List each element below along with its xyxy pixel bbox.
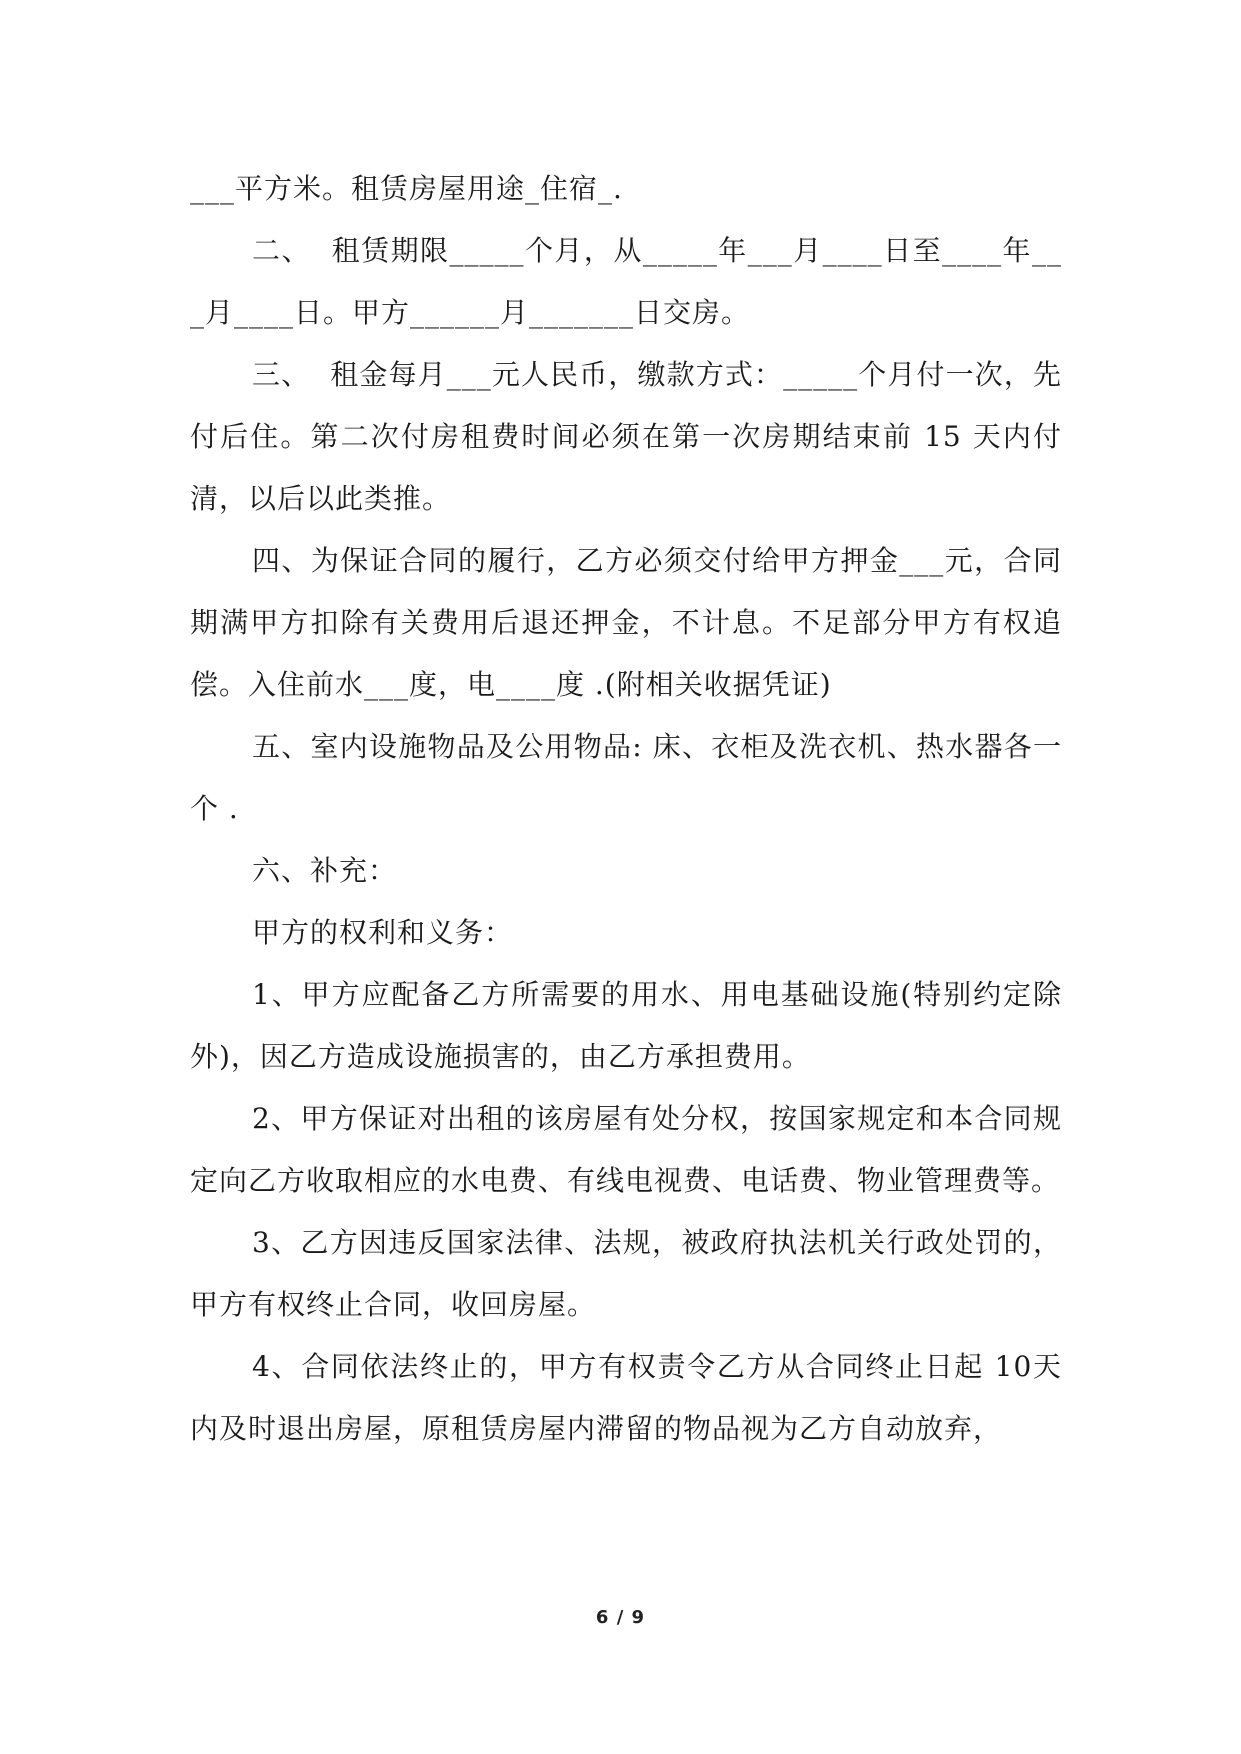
paragraph-clause-4: 4、合同依法终止的，甲方有权责令乙方从合同终止日起 10天内及时退出房屋，原租赁房屋内滞留的物品视为乙方自动放弃， (190, 1350, 1062, 1445)
page-number: 6 / 9 (595, 1607, 646, 1628)
paragraph-lease-term: 二、 租赁期限_____个月，从_____年___月____日至____年___月____日。甲方______月_______日交房。 (190, 234, 1062, 329)
document-body (190, 158, 1062, 1460)
paragraph-clause-3: 3、乙方因违反国家法律、法规，被政府执法机关行政处罚的，甲方有权终止合同，收回房屋。 (190, 1226, 1062, 1321)
paragraph-deposit: 四、为保证合同的履行，乙方必须交付给甲方押金___元，合同期满甲方扣除有关费用后退还押金，不计息。不足部分甲方有权追偿。入住前水___度，电____度 .(附相关收据凭证) (190, 544, 1062, 701)
paragraph-landlord-rights-heading: 甲方的权利和义务： (252, 916, 514, 949)
paragraph-supplement-heading: 六、补充： (252, 854, 398, 887)
paragraph-rent-payment: 三、 租金每月___元人民币，缴款方式：_____个月付一次，先付后住。第二次付房租费时间必须在第一次房期结束前 15 天内付清，以后以此类推。 (190, 358, 1062, 515)
paragraph-clause-2: 2、甲方保证对出租的该房屋有处分权，按国家规定和本合同规定向乙方收取相应的水电费、有线电视费、电话费、物业管理费等。 (190, 1102, 1062, 1197)
paragraph-facilities: 五、室内设施物品及公用物品: 床、衣柜及洗衣机、热水器各一个 . (190, 730, 1062, 825)
paragraph-area-usage: ___平方米。租赁房屋用途_住宿_. (190, 172, 623, 205)
paragraph-clause-1: 1、甲方应配备乙方所需要的用水、用电基础设施(特别约定除外)，因乙方造成设施损害的，由乙方承担费用。 (190, 978, 1062, 1073)
